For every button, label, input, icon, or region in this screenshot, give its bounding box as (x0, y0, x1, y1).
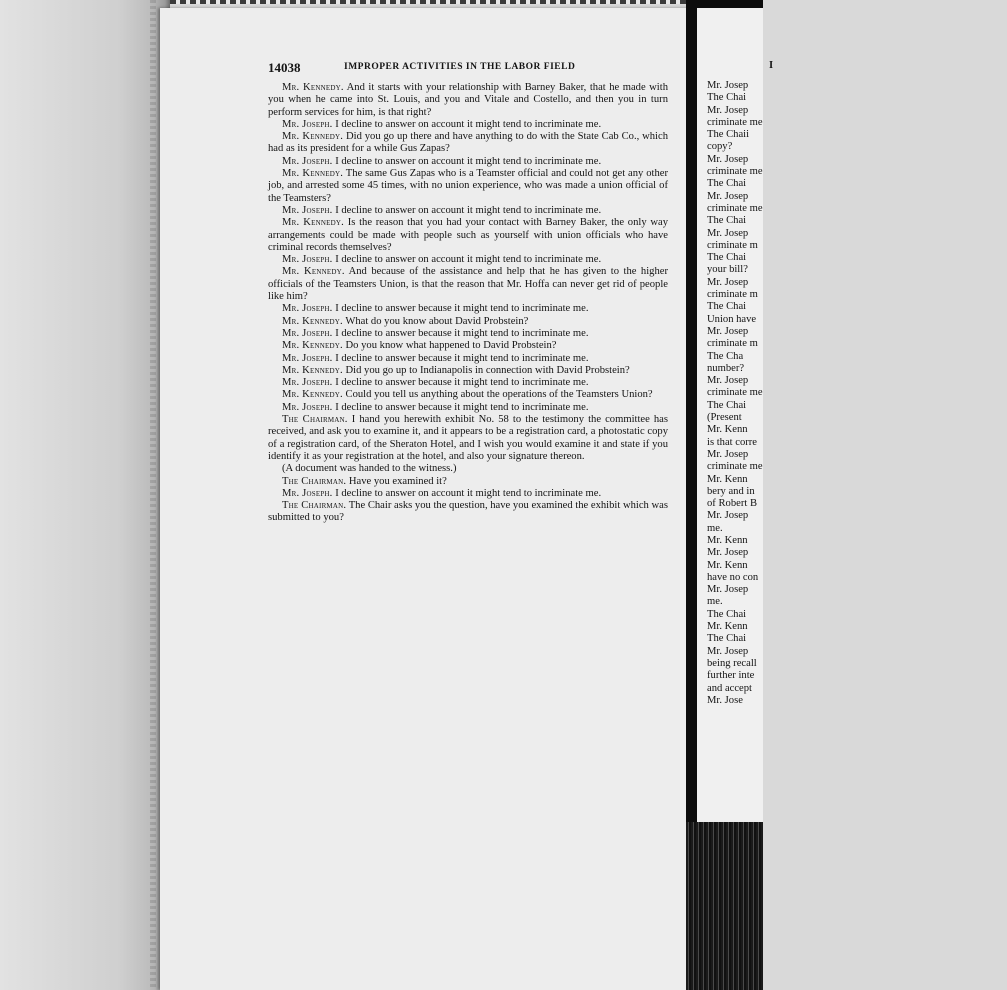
facing-page-line: Mr. Kenn (707, 621, 748, 633)
speaker-name: Mr. Joseph. (282, 327, 333, 339)
facing-page-line: The Chai (707, 92, 747, 104)
speaker-name: Mr. Kennedy. (282, 168, 344, 180)
speaker-name: Mr. Joseph. (282, 352, 333, 364)
facing-page-line: The Chai (707, 399, 747, 411)
testimony-paragraph (268, 353, 668, 365)
speaker-name: Mr. Kennedy. (282, 340, 343, 352)
statement-text: What do you know about David Probstein? (345, 315, 529, 327)
speaker-name: The Chairman. (282, 414, 348, 426)
speaker-name: Mr. Kennedy. (282, 315, 343, 327)
speaker-name: The Chairman. (282, 475, 347, 487)
document-page (160, 8, 700, 990)
page-header (268, 60, 668, 82)
facing-page-line: The Cha (707, 350, 744, 362)
facing-page-line: your bill? (707, 264, 748, 276)
facing-page-line: The Chaii (707, 129, 750, 141)
facing-page-line: The Chai (707, 215, 747, 227)
facing-page-line: Mr. Jose (707, 694, 743, 706)
statement-text: The same Gus Zapas who is a Teamster official and could not get any other job, and arrested some 45 times, with no union experience, who was made a union official of the Teamsters? (268, 168, 668, 204)
statement-text: Did you go up to Indianapolis in connection with David Probstein? (345, 364, 630, 376)
statement-text: I decline to answer because it might tend to incriminate me. (335, 352, 589, 364)
testimony-paragraph (268, 488, 668, 500)
speaker-name: Mr. Kennedy. (282, 82, 344, 93)
speaker-name: Mr. Kennedy. (282, 389, 343, 401)
statement-text: Do you know what happened to David Probstein? (345, 340, 557, 352)
testimony-paragraph (268, 402, 668, 414)
facing-page-line: The Chai (707, 178, 747, 190)
facing-page-line: of Robert B (707, 498, 758, 510)
facing-page-line: criminate m (707, 239, 758, 251)
facing-page-line: The Chai (707, 301, 747, 313)
facing-page-line: me. (707, 522, 723, 534)
testimony-paragraph (268, 340, 668, 352)
facing-page-line: further inte (707, 670, 755, 682)
page-content (268, 60, 668, 525)
facing-page-line: criminate me (707, 387, 763, 399)
testimony-paragraph (268, 365, 668, 377)
facing-page-line: Mr. Josep (707, 547, 749, 559)
scanner-left-margin (0, 0, 170, 990)
speaker-name: Mr. Joseph. (282, 204, 333, 216)
testimony-paragraph (268, 254, 668, 266)
statement-text: I decline to answer on account it might tend to incriminate me. (335, 487, 602, 499)
facing-page-line: me. (707, 596, 723, 608)
facing-page-line: (Present (707, 412, 742, 424)
facing-page-line: Mr. Josep (707, 153, 749, 165)
facing-page-line: Mr. Josep (707, 375, 749, 387)
statement-text: I decline to answer because it might tend to incriminate me. (335, 377, 589, 389)
statement-text: I decline to answer on account it might tend to incriminate me. (335, 155, 602, 167)
testimony-paragraph (268, 156, 668, 168)
speaker-name: Mr. Kennedy. (282, 131, 344, 143)
facing-page-line: Mr. Josep (707, 276, 749, 288)
testimony-paragraph (268, 217, 668, 254)
facing-page-line: Mr. Josep (707, 325, 749, 337)
facing-page-line: Mr. Kenn (707, 424, 748, 436)
statement-text: I hand you herewith exhibit No. 58 to the testimony the committee has received, and ask you to examine it, and it appears to be a registration card, a photostatic copy of a registration card, of the Sheraton Hotel, and I wish you would examine it and state if you identify it as your registration at the hotel, and also your signature thereon. (268, 414, 668, 462)
speaker-name: Mr. Joseph. (282, 377, 333, 389)
statement-text: And because of the assistance and help that he has given to the higher officials of the Teamsters Union, is that the reason that Mr. Hoffa can never get rid of people like him? (268, 266, 668, 303)
statement-text: And it starts with your relationship with Barney Baker, that he made with you when he came into St. Louis, and you and Vitale and Costello, and then you in turn perform services for him, is that right? (268, 82, 668, 118)
facing-page-line: I (769, 60, 774, 71)
facing-page-text (707, 60, 1007, 707)
facing-page-line: being recall (707, 657, 757, 669)
facing-page-line: The Chai (707, 633, 747, 645)
facing-page-line: have no con (707, 571, 759, 583)
facing-page-line: criminate me (707, 202, 763, 214)
statement-text: Have you examined it? (348, 475, 447, 487)
testimony-paragraph (268, 82, 668, 119)
facing-page-line: Mr. Kenn (707, 473, 748, 485)
facing-page-line: Mr. Josep (707, 190, 749, 202)
facing-page-line: Mr. Kenn (707, 559, 748, 571)
testimony-paragraph (268, 316, 668, 328)
statement-text: I decline to answer because it might tend to incriminate me. (335, 303, 589, 315)
testimony-paragraph (268, 463, 668, 475)
testimony-paragraph (268, 168, 668, 205)
statement-text: Is the reason that you had your contact with Barney Baker, the only way arrangements could be made with people such as yourself with union officials who have criminal records themselves? (268, 217, 668, 253)
facing-page-line: criminate m (707, 289, 758, 301)
testimony-paragraph (268, 131, 668, 156)
testimony-paragraph (268, 328, 668, 340)
speaker-name: Mr. Joseph. (282, 254, 333, 266)
facing-page-line: The Chai (707, 608, 747, 620)
facing-page-line: is that corre (707, 436, 758, 448)
speaker-name: Mr. Joseph. (282, 401, 333, 413)
testimony-paragraph (268, 414, 668, 463)
testimony-text (268, 82, 668, 525)
facing-page-line: copy? (707, 141, 733, 153)
statement-text: The Chair asks you the question, have you examined the exhibit which was submitted to you? (268, 500, 668, 524)
testimony-paragraph (268, 500, 668, 525)
testimony-paragraph (268, 377, 668, 389)
statement-text: I decline to answer on account it might tend to incriminate me. (335, 118, 602, 130)
statement-text: Could you tell us anything about the operations of the Teamsters Union? (345, 389, 653, 401)
statement-text: I decline to answer on account it might tend to incriminate me. (335, 254, 602, 266)
facing-page-line: Mr. Kenn (707, 534, 748, 546)
testimony-paragraph (268, 303, 668, 315)
testimony-paragraph (268, 266, 668, 303)
facing-page-line: criminate me (707, 116, 763, 128)
page-number: 14038 (268, 60, 301, 75)
facing-page-line: bery and in (707, 485, 755, 497)
facing-page-line: Mr. Josep (707, 510, 749, 522)
testimony-paragraph (268, 205, 668, 217)
speaker-name: Mr. Kennedy. (282, 266, 345, 278)
facing-page-line: criminate m (707, 338, 758, 350)
facing-page-line: Mr. Josep (707, 227, 749, 239)
speaker-name: Mr. Joseph. (282, 118, 333, 130)
facing-page-line: criminate me (707, 166, 763, 178)
statement-text: (A document was handed to the witness.) (282, 463, 457, 475)
statement-text: I decline to answer because it might tend to incriminate me. (335, 327, 589, 339)
facing-page-line: Union have (707, 313, 757, 325)
testimony-paragraph (268, 476, 668, 488)
facing-page-line: Mr. Josep (707, 645, 749, 657)
facing-page-line: Mr. Josep (707, 584, 749, 596)
facing-page-line: number? (707, 362, 745, 374)
statement-text: I decline to answer on account it might tend to incriminate me. (335, 204, 602, 216)
facing-page-line: Mr. Josep (707, 448, 749, 460)
statement-text: Did you go up there and have anything to do with the State Cab Co., which had as its president for a while Gus Zapas? (268, 131, 669, 155)
speaker-name: Mr. Kennedy. (282, 364, 343, 376)
running-title: IMPROPER ACTIVITIES IN THE LABOR FIELD (344, 62, 576, 72)
speaker-name: Mr. Joseph. (282, 303, 333, 315)
facing-page-line: Mr. Josep (707, 104, 749, 116)
facing-page-line: and accept (707, 682, 752, 694)
facing-page-line: The Chai (707, 252, 747, 264)
scan-bottom-edge (686, 822, 763, 990)
testimony-paragraph (268, 389, 668, 401)
facing-page-fragment (697, 8, 774, 823)
speaker-name: The Chairman. (282, 500, 347, 512)
speaker-name: Mr. Joseph. (282, 487, 333, 499)
facing-page-line: Mr. Josep (707, 80, 749, 91)
testimony-paragraph (268, 119, 668, 131)
speaker-name: Mr. Joseph. (282, 155, 333, 167)
facing-page-line: criminate me (707, 461, 763, 473)
speaker-name: Mr. Kennedy. (282, 217, 344, 229)
statement-text: I decline to answer because it might tend to incriminate me. (335, 401, 589, 413)
